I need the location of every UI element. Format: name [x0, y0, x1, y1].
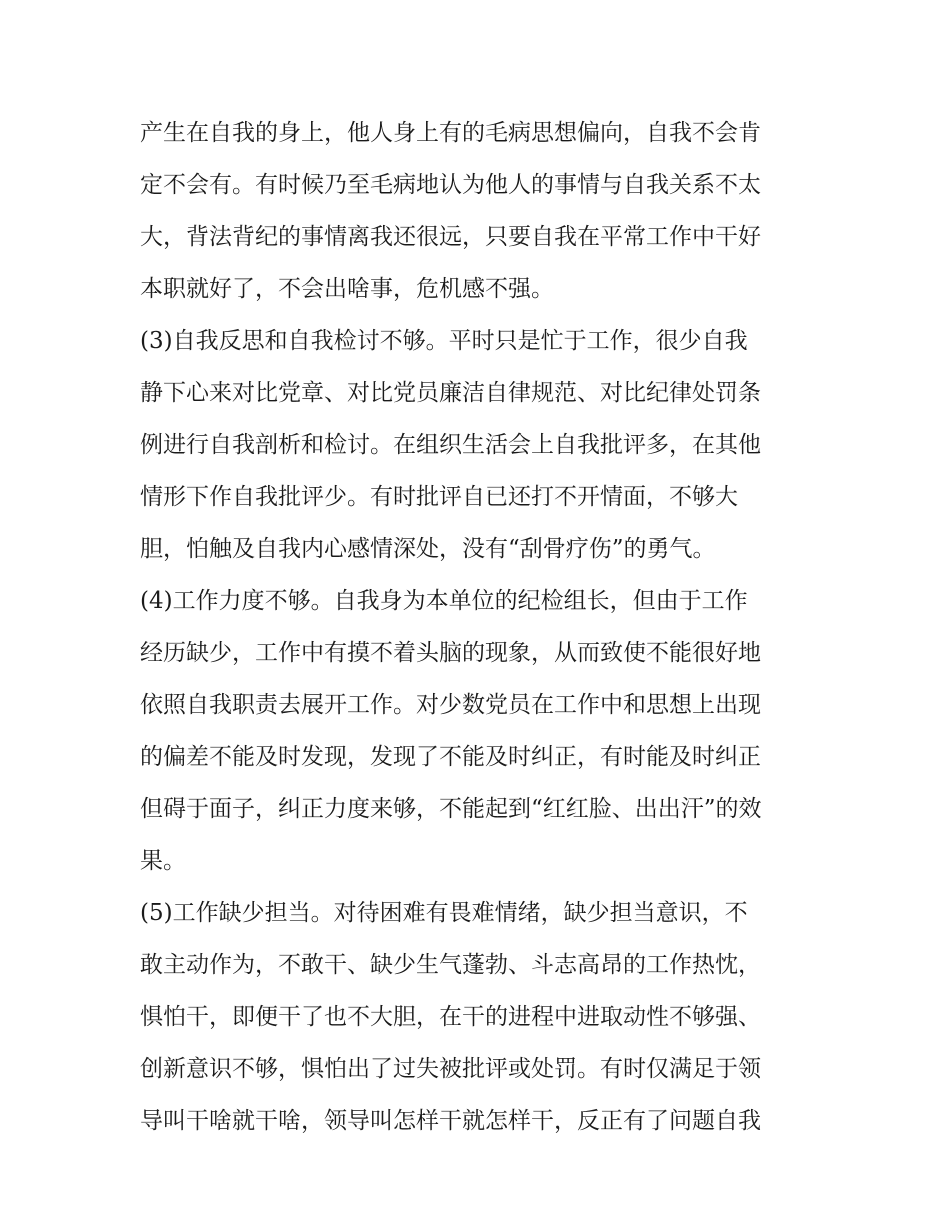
text-line: 的偏差不能及时发现，发现了不能及时纠正，有时能及时纠正 [140, 744, 761, 770]
text-line: 导叫干啥就干啥，领导叫怎样干就怎样干，反正有了问题自我 [140, 1108, 761, 1134]
text-line: 大，背法背纪的事情离我还很远，只要自我在平常工作中干好 [140, 224, 761, 250]
text-line: (5)工作缺少担当。对待困难有畏难情绪，缺少担当意识，不 [140, 900, 748, 926]
text-line: 静下心来对比党章、对比党员廉洁自律规范、对比纪律处罚条 [140, 380, 761, 406]
text-line: 敢主动作为，不敢干、缺少生气蓬勃、斗志高昂的工作热忱， [140, 952, 761, 978]
text-line: 胆，怕触及自我内心感情深处，没有“刮骨疗伤”的勇气。 [140, 536, 716, 562]
document-body [140, 107, 815, 1147]
text-line: 但碍于面子，纠正力度来够，不能起到“红红脸、出出汗”的效 [140, 796, 762, 822]
text-line: 惧怕干，即便干了也不大胆，在干的进程中进取动性不够强、 [140, 1004, 761, 1030]
text-line: 定不会有。有时候乃至毛病地认为他人的事情与自我关系不太 [140, 172, 761, 198]
text-line: 情形下作自我批评少。有时批评自已还打不开情面，不够大 [140, 484, 738, 510]
text-line: 经历缺少，工作中有摸不着头脑的现象，从而致使不能很好地 [140, 640, 761, 666]
text-line: 依照自我职责去展开工作。对少数党员在工作中和思想上出现 [140, 692, 761, 718]
text-line: (3)自我反思和自我检讨不够。平时只是忙于工作，很少自我 [140, 328, 748, 354]
text-line: 本职就好了，不会出啥事，危机感不强。 [140, 276, 554, 302]
text-line: 产生在自我的身上，他人身上有的毛病思想偏向，自我不会肯 [140, 120, 761, 146]
text-line: 果。 [140, 848, 186, 874]
text-line: (4)工作力度不够。自我身为本单位的纪检组长，但由于工作 [140, 588, 748, 614]
text-line: 创新意识不够，惧怕出了过失被批评或处罚。有时仅满足于领 [140, 1056, 761, 1082]
text-line: 例进行自我剖析和检讨。在组织生活会上自我批评多，在其他 [140, 432, 761, 458]
